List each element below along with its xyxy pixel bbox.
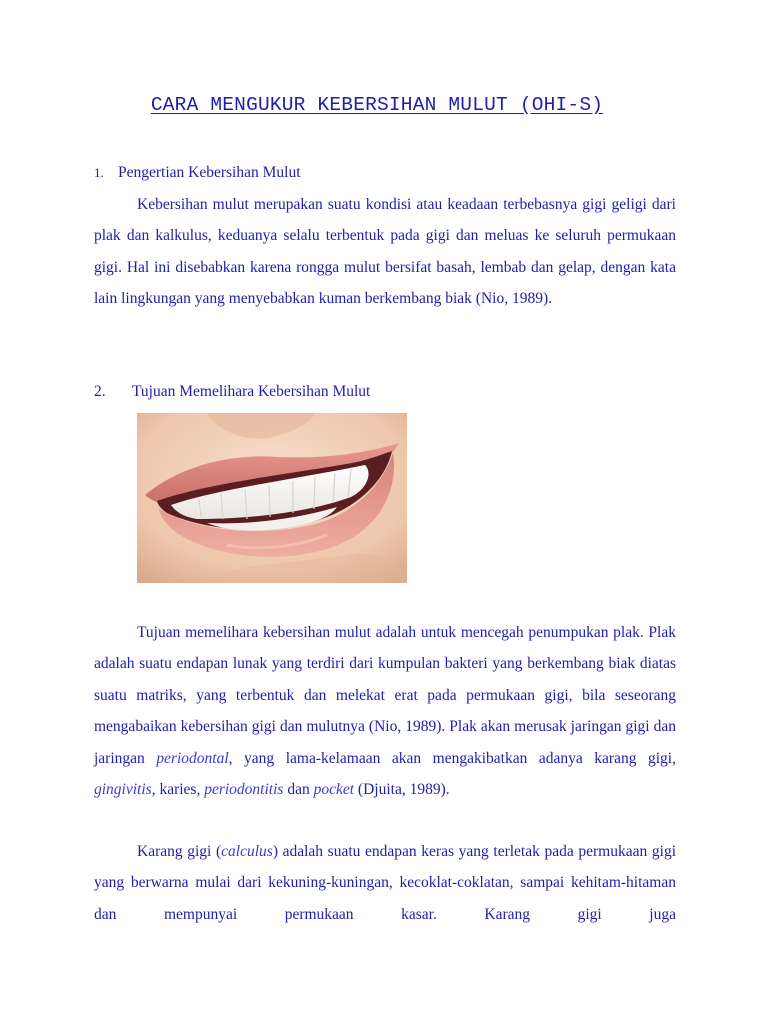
italic-term: calculus bbox=[221, 843, 273, 860]
section-1-paragraph-text: Kebersihan mulut merupakan suatu kondisi atau keadaan terbebasnya gigi geligi dari plak dan kalkulus, keduanya selalu terbentuk pada gigi dan meluas ke seluruh permukaan gigi. Hal ini disebabkan karena rongga mulut bersifat basah, lembab dan gelap, dengan kata lain lingkungan yang menyebabkan kuman berkembang biak (Nio, 1989). bbox=[94, 196, 676, 308]
italic-term: periodontitis bbox=[204, 781, 284, 799]
paragraph-text-part: ) adalah suatu endapan keras yang terletak pada permukaan gigi yang berwarna mulai dari kekuning-kuningan, kecoklat-coklatan, sampai kehitam-hitaman dan mempunyai permukaan kasar. Karang gigi juga bbox=[94, 843, 676, 923]
section-1-paragraph bbox=[94, 189, 676, 315]
section-1-heading-text: Pengertian Kebersihan Mulut bbox=[118, 164, 301, 181]
document-title: CARA MENGUKUR KEBERSIHAN MULUT (OHI-S) bbox=[150, 94, 604, 116]
italic-term: pocket bbox=[313, 781, 355, 799]
smiling-mouth-photo bbox=[137, 413, 407, 583]
paragraph-text-part: , yang lama-kelamaan akan mengakibatkan adanya karang gigi, bbox=[228, 749, 676, 767]
italic-term: gingivitis bbox=[94, 781, 152, 799]
section-1-heading bbox=[94, 164, 301, 182]
paragraph-text-part: (Djuita, 1989). bbox=[354, 781, 450, 799]
section-2-heading-text: Tujuan Memelihara Kebersihan Mulut bbox=[132, 383, 371, 400]
paragraph-text-part: dan bbox=[283, 781, 314, 799]
paragraph-text-part: Tujuan memelihara kebersihan mulut adalah untuk mencegah penumpukan plak. Plak adalah suatu endapan lunak yang terdiri dari kumpulan bakteri yang berkembang biak diatas suatu matriks, yang terbentuk dan melekat erat pada permukaan gigi, bila seseorang mengabaikan kebersihan gigi dan mulutnya (Nio, 1989). Plak akan merusak jaringan gigi dan jaringan bbox=[94, 624, 676, 767]
paragraph-text-part: , karies, bbox=[151, 781, 205, 799]
section-2-paragraph-2 bbox=[94, 836, 676, 930]
section-2-paragraph-1 bbox=[94, 617, 676, 805]
paragraph-text-part: Karang gigi ( bbox=[137, 843, 222, 860]
section-2-heading bbox=[94, 383, 370, 401]
italic-term: periodontal bbox=[156, 749, 229, 767]
section-1-number: 1. bbox=[94, 165, 104, 180]
section-2-number: 2. bbox=[94, 383, 106, 400]
